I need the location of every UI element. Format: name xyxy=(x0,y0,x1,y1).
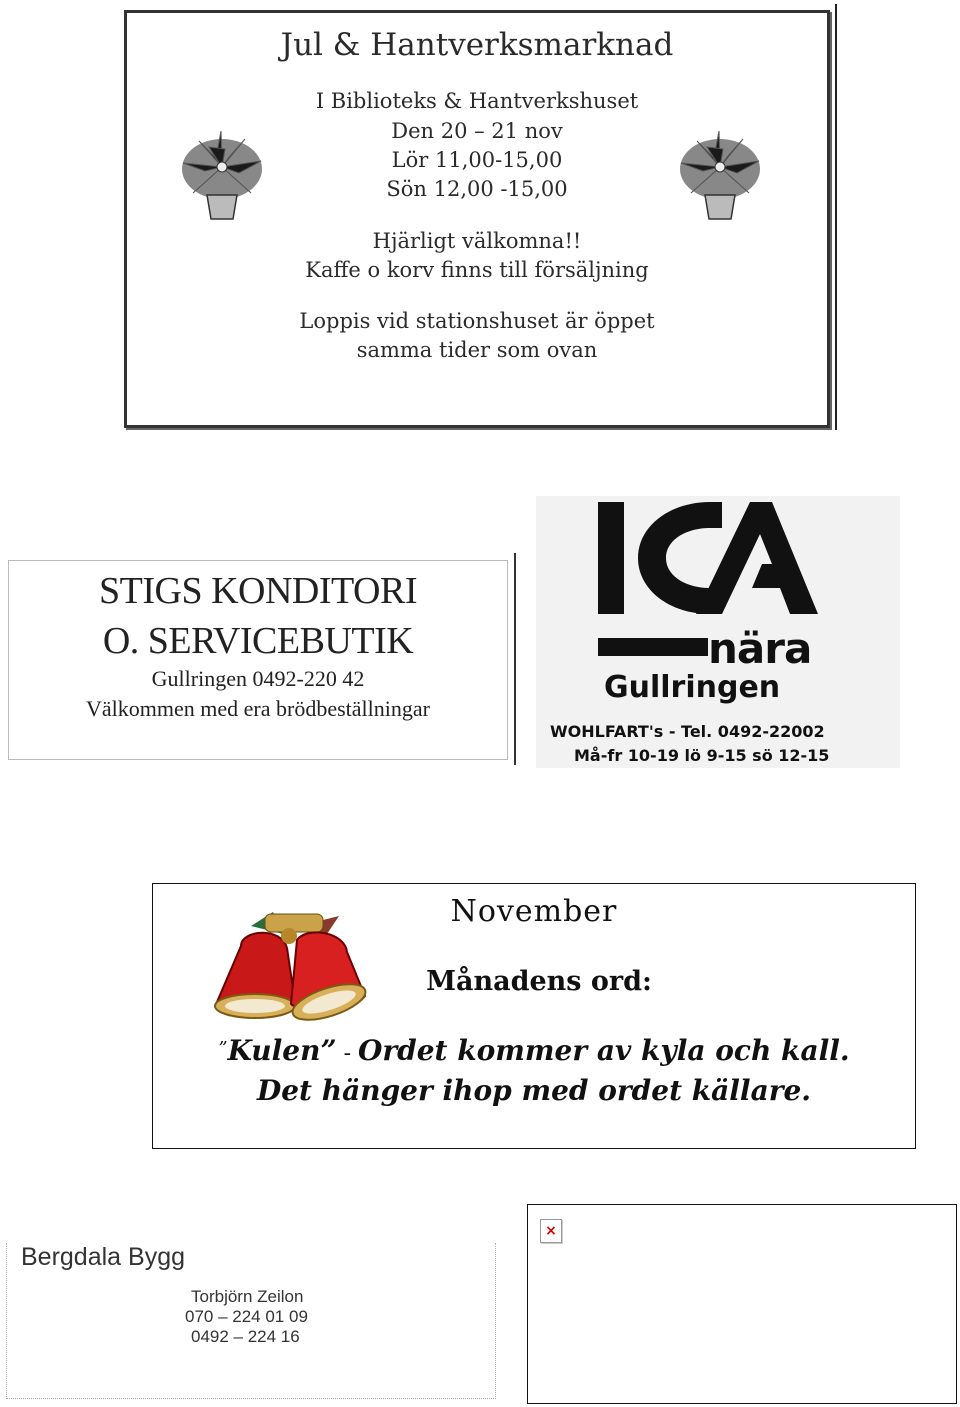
stigs-ad-name: STIGS KONDITORI xyxy=(99,570,417,612)
broken-image-box xyxy=(527,1204,957,1404)
jul-market-ad xyxy=(124,10,830,428)
bergdala-person: Torbjörn Zeilon xyxy=(191,1287,304,1306)
stigs-ad-welcome: Välkommen med era brödbeställningar xyxy=(86,696,430,721)
november-word-box xyxy=(152,883,916,1149)
poinsettia-icon xyxy=(179,127,265,223)
bergdala-bygg-ad xyxy=(6,1243,496,1399)
quote-open-mark: ” xyxy=(218,1038,228,1059)
bergdala-phone-mobile: 070 – 224 01 09 xyxy=(185,1307,308,1326)
jul-ad-coffee: Kaffe o korv finns till försäljning xyxy=(305,258,649,282)
ica-logo xyxy=(592,498,822,628)
word-of-month-line2: Det hänger ihop med ordet källare. xyxy=(256,1074,812,1107)
bergdala-name: Bergdala Bygg xyxy=(21,1243,186,1271)
ica-nara-text: nära xyxy=(708,624,812,673)
ica-nara-ad xyxy=(536,496,900,768)
ica-place: Gullringen xyxy=(604,670,781,705)
november-month: November xyxy=(450,894,618,929)
jul-ad-dates: Den 20 – 21 nov xyxy=(391,119,563,143)
stigs-ad-phone: Gullringen 0492-220 42 xyxy=(151,666,365,691)
jul-ad-flea-line1: Loppis vid stationshuset är öppet xyxy=(299,309,655,333)
word-of-month-line1 xyxy=(153,1034,915,1067)
broken-image-icon: × xyxy=(540,1219,562,1243)
ica-opening-hours: Må-fr 10-19 lö 9-15 sö 12-15 xyxy=(574,746,830,765)
jul-ad-title: Jul & Hantverksmarknad xyxy=(280,27,674,63)
jul-ad-sunday: Sön 12,00 -15,00 xyxy=(386,177,568,201)
ica-bar xyxy=(598,638,708,656)
jul-ad-welcome: Hjärligt välkomna!! xyxy=(372,229,582,253)
stigs-konditori-ad xyxy=(8,560,508,760)
jul-ad-flea-line2: samma tider som ovan xyxy=(356,338,598,362)
quote-separator: - xyxy=(336,1041,358,1066)
quote-rest: Ordet kommer av kyla och kall. xyxy=(358,1034,850,1067)
jul-ad-saturday: Lör 11,00-15,00 xyxy=(391,148,563,172)
poinsettia-icon xyxy=(677,127,763,223)
quote-word: Kulen” xyxy=(227,1034,337,1067)
stigs-ad-edge-line xyxy=(514,553,516,765)
bergdala-phone-landline: 0492 – 224 16 xyxy=(191,1327,300,1346)
stigs-ad-subtitle: O. SERVICEBUTIK xyxy=(102,620,414,662)
jul-ad-edge-line xyxy=(835,4,837,430)
word-of-month-heading: Månadens ord: xyxy=(426,966,652,997)
ica-telephone: WOHLFART's - Tel. 0492-22002 xyxy=(550,722,825,741)
jul-ad-location: I Biblioteks & Hantverkshuset xyxy=(315,89,639,113)
